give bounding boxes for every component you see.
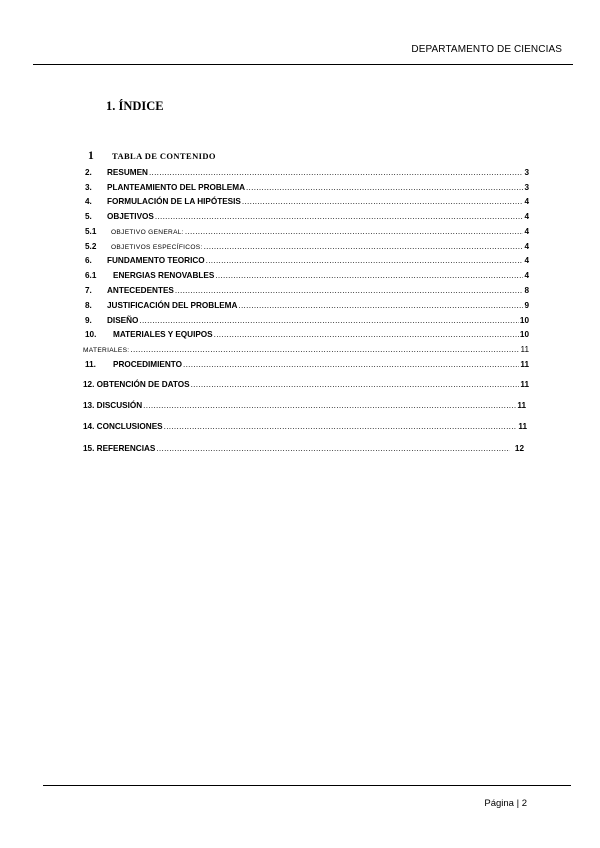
toc-entry-title: 14. CONCLUSIONES xyxy=(83,422,163,431)
toc-leader xyxy=(183,360,519,369)
toc-entry-page: 10 xyxy=(519,330,529,339)
toc-leader xyxy=(214,330,519,339)
toc-leader xyxy=(164,422,518,431)
toc-entry-number: 8. xyxy=(85,301,92,310)
toc-heading xyxy=(88,146,216,164)
toc-entry-title: OBJETIVO GENERAL: xyxy=(111,229,184,236)
toc-leader xyxy=(246,183,523,192)
toc-entry-page: 9 xyxy=(524,301,529,310)
toc-leader xyxy=(238,301,523,310)
toc-leader xyxy=(215,271,523,280)
toc-entry-title: ANTECEDENTES xyxy=(107,286,174,295)
toc-entry-title: MATERIALES: xyxy=(83,347,130,354)
toc-entry-title: FUNDAMENTO TEORICO xyxy=(107,256,205,265)
toc-entry[interactable] xyxy=(83,422,527,431)
toc-entry-title: OBJETIVOS xyxy=(107,212,154,221)
toc-entry-title: ENERGIAS RENOVABLES xyxy=(113,271,215,280)
toc-entry-number: 11. xyxy=(85,360,96,369)
toc-leader xyxy=(206,256,524,265)
toc-entry-number: 3. xyxy=(85,183,92,192)
toc-entry[interactable] xyxy=(85,286,529,295)
toc-entry-page: 11 xyxy=(520,360,529,369)
toc-entry-page: 11 xyxy=(517,401,526,410)
toc-leader xyxy=(185,227,524,236)
toc-entry[interactable] xyxy=(83,345,529,354)
toc-entry[interactable] xyxy=(85,360,529,369)
toc-leader xyxy=(156,444,510,453)
toc-entry[interactable] xyxy=(85,256,529,265)
toc-entry[interactable] xyxy=(85,212,529,221)
toc-entry-title: OBJETIVOS ESPECÍFICOS: xyxy=(111,244,203,251)
toc-entry-number: 5. xyxy=(85,212,92,221)
toc-leader xyxy=(130,345,519,354)
toc-entry-page: 4 xyxy=(524,212,529,221)
toc-entry-page: 4 xyxy=(524,227,529,236)
toc-entry[interactable] xyxy=(85,227,529,236)
toc-entry-number: 6.1 xyxy=(85,271,97,280)
toc-entry-title: JUSTIFICACIÓN DEL PROBLEMA xyxy=(107,301,238,310)
toc-entry-number: 4. xyxy=(85,197,92,206)
toc-entry[interactable] xyxy=(85,271,529,280)
toc-entry-title: MATERIALES Y EQUIPOS xyxy=(113,330,213,339)
toc-entry-page: 11 xyxy=(520,345,529,354)
toc-entry-page: 11 xyxy=(518,422,527,431)
index-title: 1. ÍNDICE xyxy=(106,99,164,113)
toc-entry-page: 12 xyxy=(514,444,524,453)
toc-entry-title: PLANTEAMIENTO DEL PROBLEMA xyxy=(107,183,245,192)
page-number: Página | 2 xyxy=(484,798,527,809)
page-header: DEPARTAMENTO DE CIENCIAS xyxy=(411,44,562,55)
toc-entry[interactable] xyxy=(83,380,529,389)
toc-entry-page: 3 xyxy=(524,183,529,192)
toc-heading-title: TABLA DE CONTENIDO xyxy=(112,151,216,161)
toc-leader xyxy=(155,212,524,221)
toc-entry-title: RESUMEN xyxy=(107,168,148,177)
toc-entry-page: 4 xyxy=(524,271,529,280)
toc-heading-number: 1 xyxy=(88,150,94,162)
toc-entry[interactable] xyxy=(85,316,529,325)
toc-entry-number: 5.2 xyxy=(85,242,97,251)
toc-leader xyxy=(242,197,524,206)
toc-entry[interactable] xyxy=(85,330,529,339)
toc-entry-number: 10. xyxy=(85,330,97,339)
toc-entry-page: 10 xyxy=(519,316,529,325)
header-rule xyxy=(33,64,573,65)
toc-leader xyxy=(191,380,520,389)
toc-entry-page: 4 xyxy=(524,197,529,206)
toc-entry-title: 15. REFERENCIAS xyxy=(83,444,156,453)
toc-entry[interactable] xyxy=(85,197,529,206)
toc-entry-page: 3 xyxy=(524,168,529,177)
toc-entry[interactable] xyxy=(85,168,529,177)
toc-leader xyxy=(139,316,518,325)
toc-entry[interactable] xyxy=(85,301,529,310)
toc-entry-page: 11 xyxy=(520,380,529,389)
toc-entry-title: 12. OBTENCIÓN DE DATOS xyxy=(83,380,190,389)
toc-leader xyxy=(175,286,524,295)
toc-entry[interactable] xyxy=(83,401,528,410)
toc-entry[interactable] xyxy=(83,444,524,453)
toc-entry[interactable] xyxy=(85,242,529,251)
footer-rule xyxy=(43,785,571,786)
toc-entry-title: PROCEDIMIENTO xyxy=(113,360,182,369)
toc-entry[interactable] xyxy=(85,183,529,192)
toc-entry-page: 4 xyxy=(524,256,529,265)
toc-entry-number: 2. xyxy=(85,168,92,177)
toc-entry-number: 6. xyxy=(85,256,92,265)
toc-entry-title: 13. DISCUSIÓN xyxy=(83,401,143,410)
toc-entry-page: 8 xyxy=(524,286,529,295)
toc-entry-number: 5.1 xyxy=(85,227,97,236)
toc-entry-number: 9. xyxy=(85,316,92,325)
toc-entry-page: 4 xyxy=(524,242,529,251)
toc-leader xyxy=(149,168,523,177)
toc-entry-title: DISEÑO xyxy=(107,316,139,325)
toc-leader xyxy=(204,242,524,251)
toc-entry-number: 7. xyxy=(85,286,92,295)
toc-entry-title: FORMULACIÓN DE LA HIPÓTESIS xyxy=(107,197,241,206)
toc-leader xyxy=(143,401,516,410)
